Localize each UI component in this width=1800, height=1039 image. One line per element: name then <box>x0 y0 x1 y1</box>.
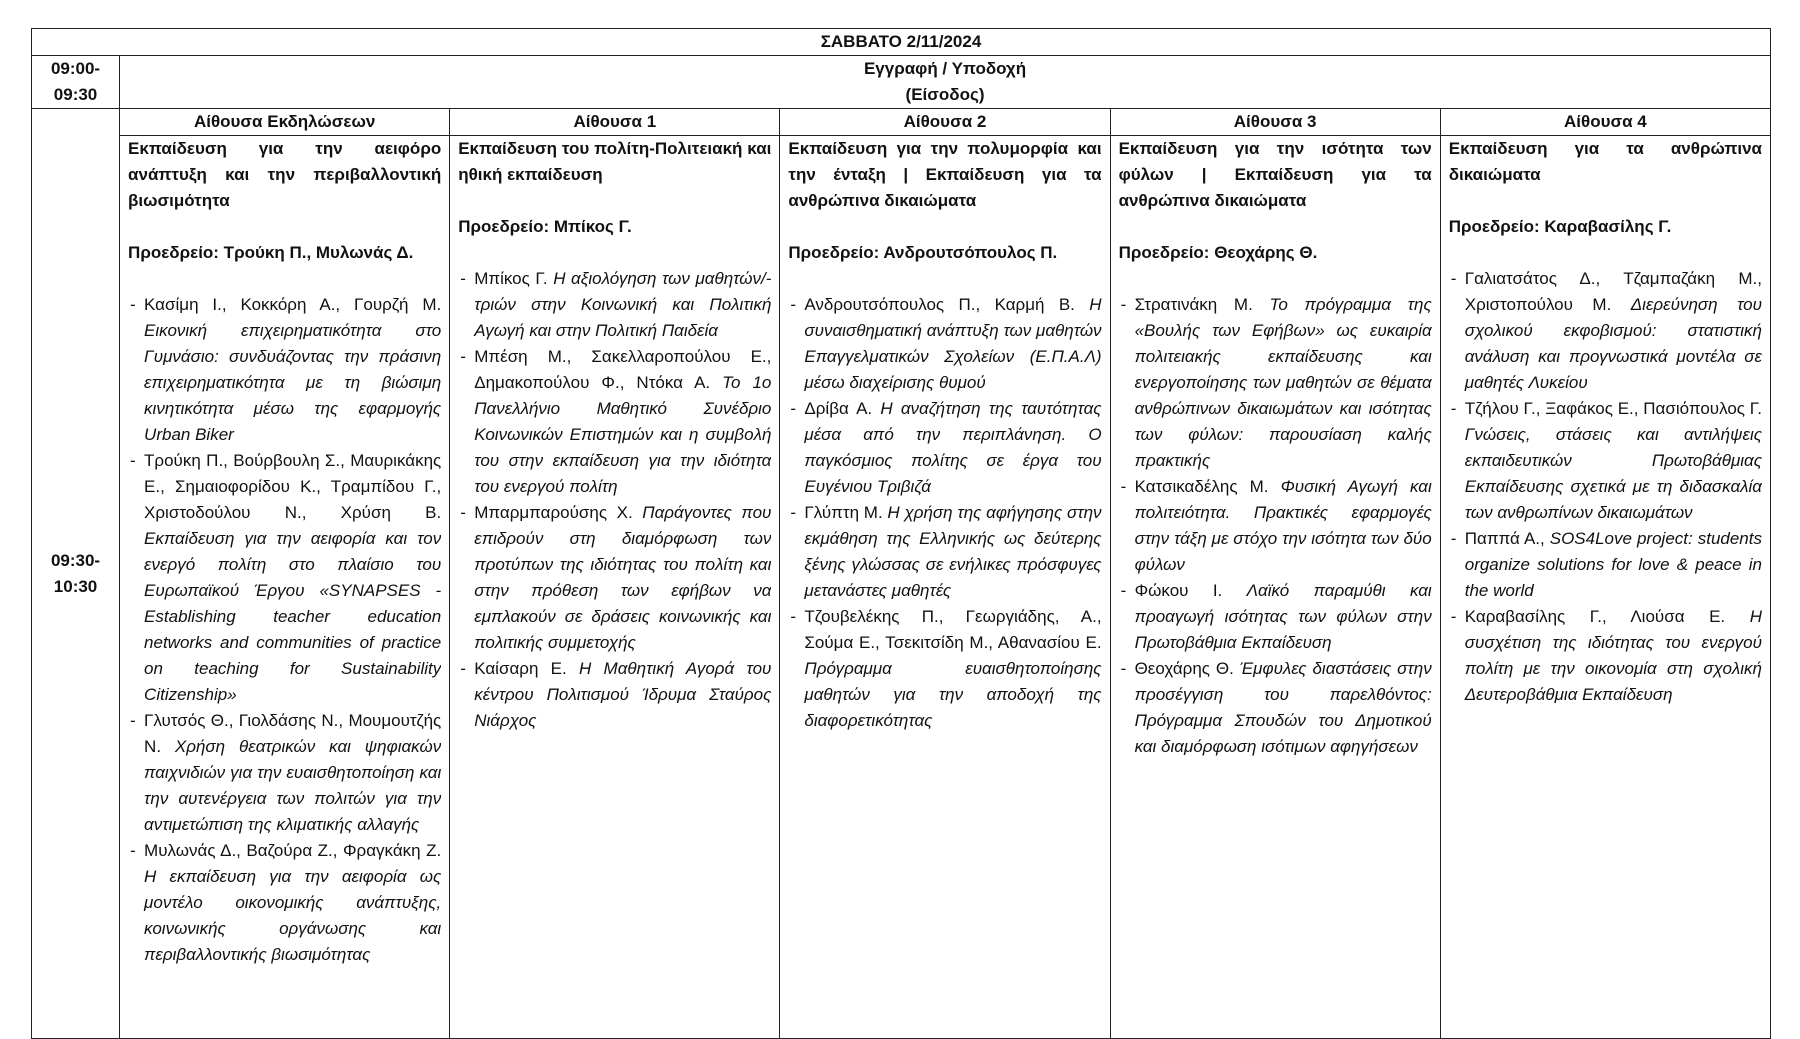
talk-authors: Καίσαρη Ε. <box>474 659 567 678</box>
talk-list <box>788 292 1101 734</box>
talk-title: Η αναζήτηση της ταυτότητας μέσα από την περιπλάνηση. Ο παγκόσμιος πολίτης σε έργα του Ευγένιου Τριβιζά <box>804 399 1102 496</box>
session-chair: Προεδρείο: Μπίκος Γ. <box>458 217 632 236</box>
session-title: Εκπαίδευση του πολίτη-Πολιτειακή και ηθική εκπαίδευση <box>458 139 772 184</box>
talk-authors: Θεοχάρης Θ. <box>1134 659 1234 678</box>
talk-item <box>458 344 771 500</box>
talk-item <box>128 292 441 448</box>
session-title: Εκπαίδευση για τα ανθρώπινα δικαιώματα <box>1448 139 1762 184</box>
room-slot <box>1110 136 1440 1039</box>
talk-authors: Κατσικαδέλης Μ. <box>1134 477 1269 496</box>
talk-item <box>128 838 441 968</box>
room-slot <box>780 136 1110 1039</box>
talk-title: Φυσική Αγωγή και πολιτειότητα. Πρακτικές εφαρμογές στην τάξη με στόχο την ισότητα των δύο φύλων <box>1134 477 1432 574</box>
talk-title: Λαϊκό παραμύθι και προαγωγή ισότητας των φύλων στην Πρωτοβάθμια Εκπαίδευση <box>1134 581 1432 652</box>
talk-authors: Μυλωνάς Δ., Βαζούρα Ζ., Φραγκάκη Ζ. <box>144 841 442 860</box>
talk-title: Έμφυλες διαστάσεις στην προσέγγιση του παρελθόντος: Πρόγραμμα Σπουδών του Δημοτικού και διαμόρφωση ισότιμων αφηγήσεων <box>1134 659 1432 756</box>
schedule-table <box>31 28 1771 1039</box>
talk-item <box>788 292 1101 396</box>
talk-item <box>128 448 441 708</box>
talk-item <box>458 266 771 344</box>
date-header: ΣΑΒΒΑΤΟ 2/11/2024 <box>32 29 1771 56</box>
talk-authors: Φώκου Ι. <box>1134 581 1223 600</box>
talk-title: Πρόγραμμα ευαισθητοποίησης μαθητών για την αποδοχή της διαφορετικότητας <box>804 659 1102 730</box>
room-slot <box>1440 136 1770 1039</box>
talk-title: Εκπαίδευση για την αειφορία και τον ενεργό πολίτη στο πλαίσιο του Ευρωπαϊκού Έργου «SYNAPSES - Establishing teacher education networks and communities of practice on teaching for Sustainability Citizenship» <box>144 529 442 704</box>
talk-list <box>128 292 441 968</box>
session-title: Εκπαίδευση για την αειφόρο ανάπτυξη και την περιβαλλοντική βιωσιμότητα <box>128 139 442 210</box>
talk-item <box>788 604 1101 734</box>
talk-title: Η συναισθηματική ανάπτυξη των μαθητών Επαγγελματικών Σχολείων (Ε.Π.Α.Λ) μέσω διαχείρισης θυμού <box>804 295 1102 392</box>
registration-time: 09:00-09:30 <box>32 56 120 109</box>
talk-title: Διερεύνηση του σχολικού εκφοβισμού: στατιστική ανάλυση και προγνωστικά μοντέλα σε μαθητές Λυκείου <box>1464 295 1762 392</box>
room-slot <box>120 136 450 1039</box>
talk-item <box>788 396 1101 500</box>
session-chair: Προεδρείο: Καραβασίλης Γ. <box>1448 217 1672 236</box>
talk-authors: Μπέση Μ., Σακελλαροπούλου Ε., Δημακοπούλου Φ., Ντόκα Α. <box>474 347 772 392</box>
talk-authors: Κασίμη Ι., Κοκκόρη Α., Γουρζή Μ. <box>144 295 442 314</box>
room-name: Αίθουσα 1 <box>450 109 780 136</box>
talk-authors: Γλύπτη Μ. <box>804 503 883 522</box>
talk-authors: Καραβασίλης Γ., Λιούσα Ε. <box>1464 607 1726 626</box>
talk-item <box>458 656 771 734</box>
talk-title: Το πρόγραμμα της «Βουλής των Εφήβων» ως ευκαιρία πολιτειακής εκπαίδευσης και ενεργοποίησης των μαθητών σε θέματα ανθρώπινων δικαιωμάτων και ισότητας των φύλων: παρουσίαση καλής πρακτικής <box>1134 295 1432 470</box>
room-name: Αίθουσα 4 <box>1440 109 1770 136</box>
session-chair: Προεδρείο: Θεοχάρης Θ. <box>1118 243 1318 262</box>
talk-item <box>128 708 441 838</box>
date-row <box>32 29 1771 56</box>
talk-item <box>1449 604 1762 708</box>
talk-item <box>1449 266 1762 396</box>
room-name: Αίθουσα 2 <box>780 109 1110 136</box>
talk-title: Η Μαθητική Αγορά του κέντρου Πολιτισμού Ίδρυμα Σταύρος Νιάρχος <box>474 659 772 730</box>
registration-entrance: (Είσοδος) <box>905 85 985 104</box>
talk-title: Γνώσεις, στάσεις και αντιλήψεις εκπαιδευτικών Πρωτοβάθμιας Εκπαίδευσης σχετικά με τη διδασκαλία των ανθρωπίνων δικαιωμάτων <box>1464 425 1762 522</box>
talk-title: Η αξιολόγηση των μαθητών/-τριών στην Κοινωνική και Πολιτική Αγωγή και στην Πολιτική Παιδεία <box>474 269 772 340</box>
talk-title: Εικονική επιχειρηματικότητα στο Γυμνάσιο: συνδυάζοντας την πράσινη επιχειρηματικότητα με τη βιώσιμη κινητικότητα μέσω της εφαρμογής Urban Biker <box>144 321 442 444</box>
session-time: 09:30-10:30 <box>32 109 120 1039</box>
talk-title: Παράγοντες που επιδρούν στη διαμόρφωση των προτύπων της ιδιότητας του πολίτη και στην πρόθεση των εφήβων να εμπλακούν σε δράσεις κοινωνικής και πολιτικής συμμετοχής <box>474 503 772 652</box>
talk-title: SOS4Love project: students organize solutions for love & peace in the world <box>1464 529 1762 600</box>
session-chair: Προεδρείο: Ανδρουτσόπουλος Π. <box>788 243 1058 262</box>
talk-title: Χρήση θεατρικών και ψηφιακών παιχνιδιών για την ευαισθητοποίηση και την αυτενέργεια των πολιτών για την αντιμετώπιση της κλιματικής αλλαγής <box>144 737 442 834</box>
talk-title: Η εκπαίδευση για την αειφορία ως μοντέλο οικονομικής ανάπτυξης, κοινωνικής οργάνωσης και περιβαλλοντικής βιωσιμότητας <box>144 867 442 964</box>
talk-authors: Ανδρουτσόπουλος Π., Καρμή Β. <box>804 295 1075 314</box>
talk-list <box>1449 266 1762 708</box>
talk-item <box>1119 656 1432 760</box>
room-slot <box>450 136 780 1039</box>
talk-authors: Τζουβελέκης Π., Γεωργιάδης, Α., Σούμα Ε., Τσεκιτσίδη Μ., Αθανασίου Ε. <box>804 607 1102 652</box>
session-chair: Προεδρείο: Τρούκη Π., Μυλωνάς Δ. <box>128 243 414 262</box>
talk-authors: Τρούκη Π., Βούρβουλη Σ., Μαυρικάκης Ε., Σημαιοφορίδου Κ., Τραμπίδου Γ., Χριστοδούλου Ν., Χρύση Β. <box>144 451 442 522</box>
sessions-row <box>32 136 1771 1039</box>
talk-item <box>1449 526 1762 604</box>
talk-title: Η χρήση της αφήγησης στην εκμάθηση της Ελληνικής ως δεύτερης ξένης γλώσσας σε ενήλικες πρόσφυγες μετανάστες μαθητές <box>804 503 1102 600</box>
talk-authors: Μπίκος Γ. <box>474 269 548 288</box>
talk-item <box>1119 292 1432 474</box>
talk-item <box>458 500 771 656</box>
session-title: Εκπαίδευση για την ισότητα των φύλων | Εκπαίδευση για τα ανθρώπινα δικαιώματα <box>1118 139 1432 210</box>
registration-label: Εγγραφή / Υποδοχή <box>863 59 1027 78</box>
room-name: Αίθουσα 3 <box>1110 109 1440 136</box>
talk-authors: Τζήλου Γ., Ξαφάκος Ε., Πασιόπουλος Γ. <box>1464 399 1762 418</box>
talk-authors: Γλυτσός Θ., Γιολδάσης Ν., Μουμουτζής Ν. <box>144 711 442 756</box>
talk-authors: Δρίβα Α. <box>804 399 873 418</box>
talk-item <box>1119 578 1432 656</box>
talk-item <box>788 500 1101 604</box>
talk-title: Το 1ο Πανελλήνιο Μαθητικό Συνέδριο Κοινωνικών Επιστημών και η συμβολή του στην εκπαίδευση για την ιδιότητα του ενεργού πολίτη <box>474 373 772 496</box>
registration-cell <box>120 56 1771 109</box>
talk-authors: Γαλιατσάτος Δ., Τζαμπαζάκη Μ., Χριστοπούλου Μ. <box>1464 269 1762 314</box>
session-title: Εκπαίδευση για την πολυμορφία και την ένταξη | Εκπαίδευση για τα ανθρώπινα δικαιώματα <box>788 139 1102 210</box>
talk-authors: Στρατινάκη Μ. <box>1134 295 1253 314</box>
talk-title: Η συσχέτιση της ιδιότητας του ενεργού πολίτη με την οικονομία στη σχολική Δευτεροβάθμια Εκπαίδευση <box>1464 607 1762 704</box>
talk-authors: Μπαρμπαρούσης Χ. <box>474 503 633 522</box>
registration-row <box>32 56 1771 109</box>
talk-list <box>1119 292 1432 760</box>
room-header-row <box>32 109 1771 136</box>
talk-authors: Παππά Α., <box>1464 529 1545 548</box>
room-name: Αίθουσα Εκδηλώσεων <box>120 109 450 136</box>
talk-list <box>458 266 771 734</box>
talk-item <box>1449 396 1762 526</box>
talk-item <box>1119 474 1432 578</box>
